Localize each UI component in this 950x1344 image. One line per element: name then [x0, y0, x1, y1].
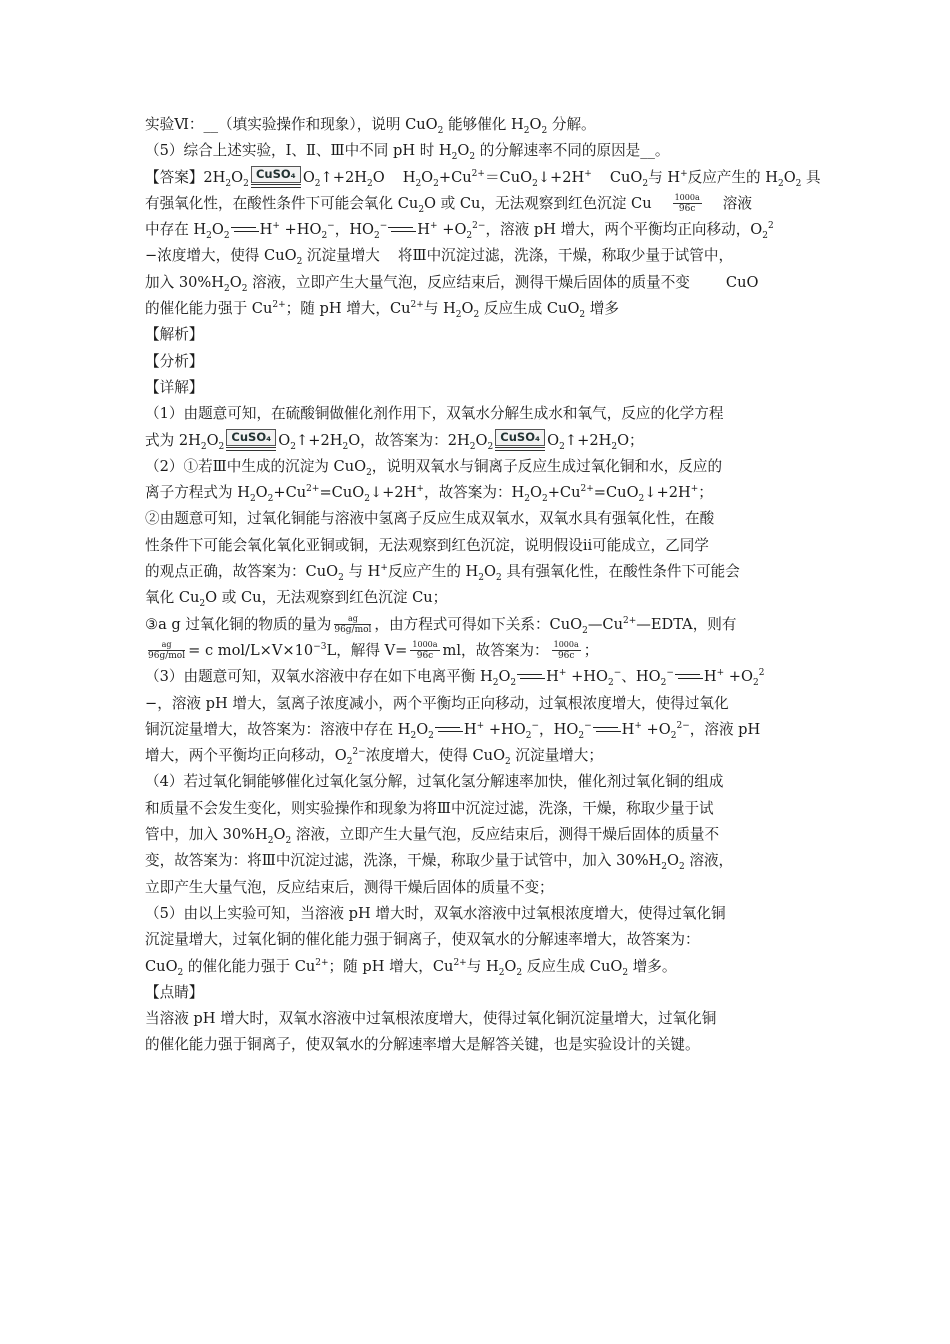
text-run: 具有强氧化性，在酸性条件下可能会	[501, 563, 740, 581]
text-run: （4）若过氧化铜能够催化过氧化氢分解，过氧化氢分解速率加快，催化剂过氧化铜的组成	[145, 773, 724, 791]
subscript: 2	[466, 231, 473, 242]
text-run: ；随 pH 增大，Cu	[285, 300, 411, 318]
subscript: 2	[243, 178, 249, 189]
subscript: 2	[579, 309, 586, 320]
superscript: +	[584, 168, 592, 179]
text-line	[145, 217, 810, 243]
subscript: 2	[795, 178, 802, 189]
fraction	[148, 640, 185, 661]
text-run: ↑+2H	[320, 168, 367, 186]
subscript: 2	[478, 572, 485, 583]
text-run: 与 H	[648, 168, 681, 186]
subscript: 2	[223, 231, 230, 242]
text-run: O	[504, 957, 517, 975]
text-run: 立即产生大量气泡，反应结束后，测得干燥后固体的质量不变；	[145, 878, 554, 896]
text-run: ↑+2H	[295, 431, 343, 449]
text-line	[145, 243, 810, 269]
subscript: 2	[342, 441, 349, 452]
catalyst-condition	[495, 429, 545, 453]
text-run: 分解。	[547, 116, 596, 133]
subscript: 2	[177, 967, 184, 978]
subscript: 2	[374, 231, 380, 242]
fraction-numerator: ag	[148, 640, 185, 651]
text-line	[145, 612, 810, 638]
subscript: 2	[638, 494, 645, 505]
text-run: ↓+2H	[369, 484, 417, 502]
text-run: O	[255, 484, 268, 502]
text-run: （5）综合上述实验，Ⅰ、Ⅱ、Ⅲ中不同 pH 时 H	[145, 142, 452, 160]
superscript: +	[680, 168, 688, 179]
subscript: 2	[505, 757, 511, 768]
equilibrium-arrow-icon	[517, 672, 545, 682]
text-run: H	[621, 720, 635, 738]
text-run: O	[211, 221, 224, 239]
text-run: H	[402, 168, 416, 186]
subscript: 2	[559, 441, 565, 452]
superscript: 2+	[580, 484, 594, 495]
text-run: O	[231, 168, 244, 186]
text-run: 的催化能力强于 Cu	[145, 300, 273, 318]
fraction	[673, 193, 702, 214]
text-run: 式为 2H	[145, 431, 201, 449]
text-line	[145, 822, 810, 848]
text-run: O	[783, 168, 796, 186]
superscript: +	[476, 720, 485, 731]
subscript: 2	[199, 599, 206, 610]
catalyst-condition	[251, 166, 301, 190]
text-run: O	[529, 116, 542, 133]
subscript: 2	[532, 178, 538, 189]
text-run: O	[461, 300, 474, 318]
text-run: 【解析】	[145, 326, 204, 344]
text-run: 铜沉淀量增大，故答案为：溶液中存在 H	[145, 720, 411, 738]
superscript: −	[531, 720, 540, 731]
text-run: −，溶液 pH 增大，氢离子浓度减小，两个平衡均正向移动，过氧根浓度增大，使得过氧化	[145, 694, 729, 712]
text-run: 沉淀量增大	[302, 247, 380, 265]
text-run: ，溶液 pH 增大，两个平衡均正向移动，O	[485, 221, 763, 239]
text-line	[145, 349, 810, 375]
superscript: 2+	[272, 300, 286, 311]
subscript: 2	[608, 678, 614, 689]
subscript: 2	[541, 494, 548, 505]
subscript: 2	[225, 178, 232, 189]
text-run: ；	[698, 484, 713, 502]
text-run: CuO	[145, 957, 178, 975]
text-run: O 或 Cu，无法观察到红色沉淀 Cu	[424, 194, 652, 212]
subscript: 2	[679, 862, 685, 873]
text-run: O	[206, 431, 219, 449]
text-run: O 或 Cu，无法观察到红色沉淀 Cu；	[205, 589, 448, 607]
text-run: ，说明双氧水与铜离子反应生成过氧化铜和水，反应的	[371, 457, 723, 475]
text-run: O	[416, 720, 429, 738]
text-line	[145, 296, 810, 322]
text-run: +HO	[566, 668, 608, 686]
text-line	[145, 980, 810, 1006]
text-line	[145, 691, 810, 717]
catalyst-label: CuSO₄	[226, 429, 276, 446]
text-run: O	[530, 484, 542, 502]
text-run: （5）由以上实验可知，当溶液 pH 增大时，双氧水溶液中过氧根浓度增大，使得过氧化铜	[145, 904, 726, 922]
text-run: 实验Ⅵ：__（填实验操作和现象），说明 CuO	[145, 116, 438, 133]
subscript: 2	[433, 178, 439, 189]
subscript: 2	[364, 494, 370, 505]
text-line	[145, 428, 810, 454]
text-run: L，解得 V=	[326, 641, 408, 659]
text-run: 与 H	[343, 563, 381, 581]
superscript: 2+	[306, 484, 320, 495]
reaction-equals-sign	[226, 447, 276, 451]
text-run: 反应产生的 H	[387, 563, 479, 581]
subscript: 2	[290, 441, 296, 452]
fraction	[410, 640, 439, 661]
text-run: =CuO	[593, 484, 639, 502]
catalyst-label: CuSO₄	[495, 429, 545, 446]
text-run: 的催化能力强于 Cu	[183, 957, 316, 975]
text-run: 【分析】	[145, 352, 204, 370]
fraction-denominator: 96g/mol	[148, 651, 186, 662]
text-run: O	[498, 668, 511, 686]
text-run: ↑+2H	[564, 431, 612, 449]
text-run: 与 H	[423, 300, 456, 318]
text-run: 【答案】2H	[145, 168, 226, 186]
text-line	[145, 638, 810, 664]
subscript: 2	[762, 231, 768, 242]
superscript: −	[584, 720, 592, 731]
text-run: 将Ⅲ中沉淀过滤，洗涤，干燥，称取少量于试管中，	[397, 247, 734, 265]
superscript: +	[558, 668, 567, 679]
subscript: 2	[455, 309, 462, 320]
superscript: +	[272, 221, 280, 232]
text-run: 溶液，立即产生大量气泡，反应结束后，测得干燥后固体的质量不	[291, 826, 720, 844]
subscript: 2	[582, 625, 588, 636]
superscript: 2	[758, 668, 765, 679]
fraction	[552, 640, 581, 661]
text-line	[145, 112, 810, 138]
subscript: 2	[660, 678, 667, 689]
superscript: 2+	[471, 168, 485, 179]
superscript: 2	[767, 221, 774, 232]
text-run: ；	[583, 641, 599, 659]
subscript: 2	[516, 967, 523, 978]
text-run: CuO	[725, 273, 759, 291]
subscript: 2	[267, 835, 274, 846]
text-run: O	[278, 431, 291, 449]
superscript: 2+	[622, 615, 637, 626]
text-run: ，HO	[539, 720, 579, 738]
subscript: 2	[496, 572, 502, 583]
text-run: （1）由题意可知，在硫酸铜做催化剂作用下，双氧水分解生成水和氧气，反应的化学方程	[145, 405, 724, 423]
text-run: 管中，加入 30%H	[145, 826, 268, 844]
subscript: 2	[510, 678, 517, 689]
fraction-denominator: 96g/mol	[334, 625, 372, 636]
text-run: ③a g 过氧化铜的物质的量为	[145, 615, 332, 633]
text-run: ，故答案为：H	[423, 484, 525, 502]
text-run: −浓度增大，使得 CuO	[145, 247, 297, 265]
subscript: 2	[473, 309, 480, 320]
subscript: 2	[206, 231, 212, 242]
text-run: O	[475, 431, 488, 449]
text-run: 反应生成 CuO	[522, 957, 623, 975]
subscript: 2	[670, 730, 677, 741]
text-run: 【详解】	[145, 378, 204, 396]
text-run: 【点睛】	[145, 983, 204, 1001]
text-run: O	[372, 168, 385, 186]
subscript: 2	[451, 152, 458, 163]
text-line	[145, 1006, 810, 1032]
superscript: +	[690, 484, 699, 495]
text-run: CuO	[609, 168, 643, 186]
equilibrium-arrow-icon	[435, 725, 463, 735]
superscript: −	[327, 221, 335, 232]
subscript: 2	[267, 494, 274, 505]
subscript: 2	[338, 572, 344, 583]
fraction-numerator: ag	[334, 614, 371, 625]
text-run: = c mol/L×V×10	[188, 641, 314, 659]
text-run: ml，故答案为：	[442, 641, 549, 659]
subscript: 2	[218, 441, 225, 452]
subscript: 2	[525, 730, 532, 741]
text-line	[145, 480, 810, 506]
superscript: −	[613, 668, 622, 679]
text-run: O，故答案为：2H	[348, 431, 470, 449]
text-run: ↓+2H	[644, 484, 691, 502]
subscript: 2	[661, 862, 668, 873]
text-run: 浓度增大，使得 CuO	[365, 747, 506, 765]
text-run: 的分解速率不同的原因是__。	[475, 142, 670, 160]
superscript: +	[380, 563, 388, 574]
text-run: 溶液	[722, 194, 752, 212]
text-run: ，溶液 pH	[689, 720, 761, 738]
text-run: 反应产生的 H	[687, 168, 778, 186]
fraction-numerator: 1000a	[674, 193, 700, 203]
subscript: 2	[622, 967, 629, 978]
text-run: +O	[724, 668, 753, 686]
subscript: 2	[487, 441, 494, 452]
text-run: O	[667, 852, 679, 870]
superscript: 2−	[676, 720, 690, 731]
text-run: 具	[801, 168, 821, 186]
text-run: 溶液，	[684, 852, 734, 870]
subscript: 2	[285, 835, 292, 846]
text-run: +O	[437, 221, 467, 239]
superscript: 2+	[315, 957, 329, 968]
text-run: O	[457, 142, 470, 160]
superscript: +	[716, 668, 725, 679]
superscript: 2+	[453, 957, 467, 968]
subscript: 2	[410, 730, 417, 741]
subscript: 2	[524, 494, 530, 505]
text-run: —EDTA，则有	[636, 615, 737, 633]
text-run: 和质量不会发生变化，则实验操作和现象为将Ⅲ中沉淀过滤，洗涤，干燥，称取少量于试	[145, 799, 714, 817]
catalyst-label: CuSO₄	[251, 166, 301, 183]
document-body	[145, 112, 821, 1059]
text-run: 能够催化 H	[443, 116, 524, 133]
subscript: 2	[296, 257, 303, 268]
fraction-denominator: 96c	[557, 651, 575, 662]
fraction	[334, 614, 371, 635]
superscript: −3	[313, 642, 327, 653]
superscript: 2+	[410, 300, 424, 311]
subscript: 2	[469, 152, 476, 163]
text-run: O	[421, 168, 434, 186]
text-line	[145, 138, 810, 164]
fraction-numerator: 1000a	[412, 640, 438, 650]
text-run: ；随 pH 增大，Cu	[328, 957, 454, 975]
text-run: ②由题意可知，过氧化铜能与溶液中氢离子反应生成双氧水，双氧水具有强氧化性，在酸	[145, 510, 715, 528]
text-run: H	[417, 221, 431, 239]
text-run: O；	[617, 431, 644, 449]
superscript: 2−	[352, 747, 366, 758]
text-run: 加入 30%H	[145, 273, 224, 291]
text-line	[145, 901, 810, 927]
text-run: +Cu	[438, 168, 472, 186]
subscript: 2	[366, 467, 372, 478]
subscript: 2	[752, 678, 759, 689]
text-run: +HO	[484, 720, 526, 738]
superscript: +	[634, 720, 642, 731]
text-run: +O	[641, 720, 671, 738]
subscript: 2	[346, 757, 353, 768]
catalyst-condition	[226, 429, 276, 453]
text-run: H	[546, 668, 559, 686]
text-run: 离子方程式为 H	[145, 484, 250, 502]
subscript: 2	[367, 178, 373, 189]
subscript: 2	[418, 204, 425, 215]
text-run: 氧化 Cu	[145, 589, 200, 607]
text-line	[145, 848, 810, 874]
text-run: 与 H	[466, 957, 499, 975]
text-run: —Cu	[587, 615, 623, 633]
superscript: 2−	[472, 221, 486, 232]
subscript: 2	[321, 231, 328, 242]
subscript: 2	[578, 730, 585, 741]
text-run: ，HO	[334, 221, 375, 239]
text-line	[145, 375, 810, 401]
superscript: +	[430, 221, 438, 232]
text-line	[145, 454, 810, 480]
subscript: 2	[200, 441, 207, 452]
text-line	[145, 165, 821, 191]
fraction-denominator: 96c	[678, 204, 696, 215]
text-run: ↓+2H	[537, 168, 585, 186]
text-run: +HO	[279, 221, 322, 239]
subscript: 2	[249, 494, 256, 505]
text-run: 反应生成 CuO	[479, 300, 580, 318]
text-line	[145, 585, 810, 611]
text-run: O	[484, 563, 496, 581]
fraction-denominator: 96c	[416, 651, 434, 662]
text-run: 、HO	[621, 668, 661, 686]
subscript: 2	[224, 283, 230, 294]
text-run: 性条件下可能会氧化氧化亚铜或铜，无法观察到红色沉淀，说明假设ⅱ可能成立，乙同学	[145, 536, 709, 554]
text-line	[145, 875, 810, 901]
text-line	[145, 191, 810, 217]
text-line	[145, 954, 810, 980]
text-run: +Cu	[273, 484, 307, 502]
text-run: 当溶液 pH 增大时，双氧水溶液中过氧根浓度增大，使得过氧化铜沉淀量增大，过氧化铜	[145, 1010, 717, 1028]
text-run: O	[229, 273, 242, 291]
text-run: 有强氧化性，在酸性条件下可能会氧化 Cu	[145, 194, 419, 212]
equilibrium-arrow-icon	[388, 225, 416, 235]
text-run: ＝CuO	[484, 168, 533, 186]
text-line	[145, 769, 810, 795]
superscript: +	[416, 484, 424, 495]
text-run: 增多。	[628, 957, 677, 975]
text-line	[145, 506, 810, 532]
superscript: −	[379, 221, 388, 232]
text-line	[145, 717, 810, 743]
text-line	[145, 743, 810, 769]
subscript: 2	[241, 283, 248, 294]
subscript: 2	[428, 730, 434, 741]
text-run: H	[463, 720, 477, 738]
subscript: 2	[642, 178, 649, 189]
text-run: 沉淀量增大，过氧化铜的催化能力强于铜离子，使双氧水的分解速率增大，故答案为：	[145, 931, 700, 949]
text-line	[145, 559, 810, 585]
text-run: 变，故答案为：将Ⅲ中沉淀过滤，洗涤，干燥，称取少量于试管中，加入 30%H	[145, 852, 662, 870]
text-run: 增多	[585, 300, 619, 318]
text-run: O	[302, 168, 315, 186]
text-run: O	[273, 826, 286, 844]
text-run: （2）①若Ⅲ中生成的沉淀为 CuO	[145, 457, 367, 475]
equilibrium-arrow-icon	[231, 225, 259, 235]
text-run: ，由方程式可得如下关系：CuO	[374, 615, 583, 633]
text-run: H	[703, 668, 717, 686]
text-run: 沉淀量增大；	[510, 747, 603, 765]
subscript: 2	[415, 178, 422, 189]
equilibrium-arrow-icon	[593, 725, 621, 735]
text-line	[145, 1032, 810, 1058]
subscript: 2	[523, 125, 530, 136]
text-run: 溶液，立即产生大量气泡，反应结束后，测得干燥后固体的质量不变	[247, 273, 690, 291]
text-run: 增大，两个平衡均正向移动，O	[145, 747, 347, 765]
subscript: 2	[492, 678, 499, 689]
subscript: 2	[777, 178, 784, 189]
fraction-numerator: 1000a	[553, 640, 579, 650]
text-run: O	[547, 431, 560, 449]
subscript: 2	[541, 125, 548, 136]
equilibrium-arrow-icon	[675, 672, 703, 682]
reaction-equals-sign	[251, 184, 301, 188]
text-line	[145, 401, 810, 427]
text-line	[145, 796, 810, 822]
subscript: 2	[314, 178, 321, 189]
text-run: 的观点正确，故答案为：CuO	[145, 563, 339, 581]
text-line	[145, 927, 810, 953]
text-run: 的催化能力强于铜离子，使双氧水的分解速率增大是解答关键，也是实验设计的关键。	[145, 1036, 700, 1054]
subscript: 2	[469, 441, 476, 452]
text-run: =CuO	[319, 484, 365, 502]
text-line	[145, 270, 810, 296]
text-line	[145, 322, 810, 348]
text-line	[145, 664, 810, 690]
text-run: +Cu	[547, 484, 581, 502]
text-run: 中存在 H	[145, 221, 207, 239]
superscript: −	[666, 668, 674, 679]
subscript: 2	[611, 441, 618, 452]
text-line	[145, 533, 810, 559]
subscript: 2	[437, 125, 444, 136]
subscript: 2	[498, 967, 505, 978]
text-run: H	[259, 221, 273, 239]
text-run: （3）由题意可知，双氧水溶液中存在如下电离平衡 H	[145, 668, 493, 686]
reaction-equals-sign	[495, 447, 545, 451]
